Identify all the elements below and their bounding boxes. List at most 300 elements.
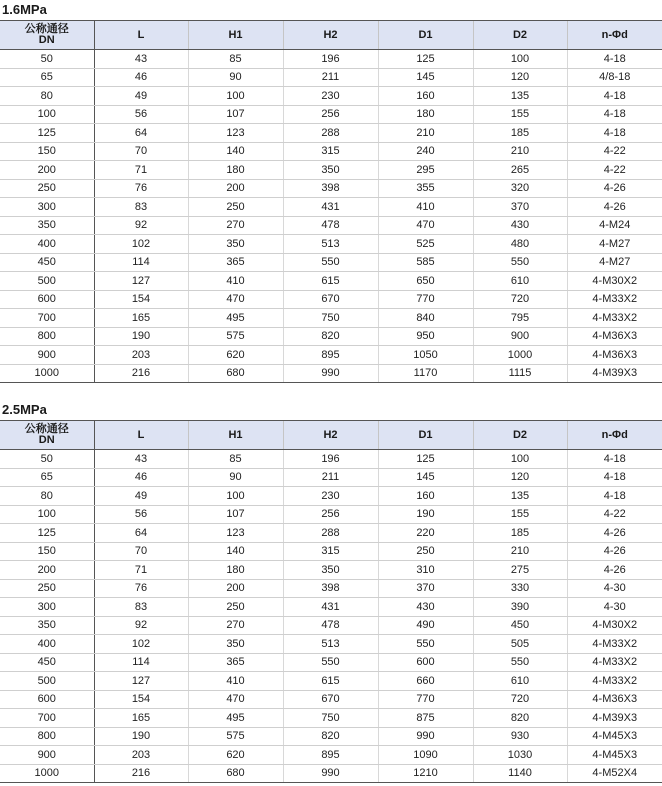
table-cell: 620 [188, 346, 283, 365]
dn-cell: 350 [0, 216, 94, 235]
table-row [0, 50, 662, 69]
table-cell: 410 [188, 272, 283, 291]
table-cell: 895 [283, 746, 378, 765]
table-cell: 478 [283, 616, 378, 635]
table-cell: 4-M33X2 [567, 635, 662, 654]
header-dn-cn: 公称通径 [24, 423, 69, 435]
table-cell: 145 [378, 68, 473, 87]
dn-cell: 700 [0, 309, 94, 328]
dn-cell: 500 [0, 672, 94, 691]
table-cell: 4-26 [567, 561, 662, 580]
table-cell: 83 [94, 598, 188, 617]
table-cell: 390 [473, 598, 567, 617]
table-row [0, 235, 662, 254]
table-cell: 114 [94, 653, 188, 672]
table-cell: 4-M30X2 [567, 616, 662, 635]
table-cell: 330 [473, 579, 567, 598]
table-cell: 107 [188, 505, 283, 524]
table-cell: 990 [378, 727, 473, 746]
table-cell: 585 [378, 253, 473, 272]
table-cell: 196 [283, 50, 378, 69]
table-row [0, 309, 662, 328]
table-cell: 1090 [378, 746, 473, 765]
table-cell: 990 [283, 364, 378, 383]
table-cell: 125 [378, 50, 473, 69]
pressure-section-1-6mpa [0, 0, 662, 383]
header-col: L [94, 21, 188, 50]
dn-cell: 100 [0, 505, 94, 524]
table-row [0, 505, 662, 524]
table-cell: 100 [473, 50, 567, 69]
table-cell: 430 [378, 598, 473, 617]
table-cell: 750 [283, 709, 378, 728]
table-cell: 140 [188, 142, 283, 161]
table-cell: 4-M24 [567, 216, 662, 235]
spec-table [0, 20, 662, 383]
table-cell: 820 [283, 727, 378, 746]
table-cell: 365 [188, 653, 283, 672]
table-cell: 615 [283, 272, 378, 291]
table-cell: 43 [94, 50, 188, 69]
table-cell: 398 [283, 179, 378, 198]
table-cell: 135 [473, 487, 567, 506]
table-cell: 70 [94, 142, 188, 161]
dn-cell: 125 [0, 524, 94, 543]
table-cell: 92 [94, 616, 188, 635]
table-row [0, 272, 662, 291]
table-cell: 155 [473, 505, 567, 524]
table-cell: 680 [188, 364, 283, 383]
dn-cell: 1000 [0, 764, 94, 783]
table-cell: 160 [378, 87, 473, 106]
table-cell: 154 [94, 290, 188, 309]
table-cell: 4-M27 [567, 235, 662, 254]
dn-cell: 200 [0, 561, 94, 580]
dn-cell: 450 [0, 253, 94, 272]
table-cell: 550 [473, 253, 567, 272]
table-cell: 160 [378, 487, 473, 506]
table-cell: 4-M39X3 [567, 709, 662, 728]
table-cell: 4-M36X3 [567, 690, 662, 709]
header-col: D2 [473, 21, 567, 50]
table-row [0, 672, 662, 691]
table-row [0, 450, 662, 469]
dn-cell: 50 [0, 450, 94, 469]
table-header-row [0, 21, 662, 50]
table-cell: 220 [378, 524, 473, 543]
table-row [0, 87, 662, 106]
table-cell: 4-M36X3 [567, 346, 662, 365]
dn-cell: 800 [0, 727, 94, 746]
header-dn-cn: 公称通径 [24, 23, 69, 35]
table-cell: 4-18 [567, 87, 662, 106]
table-row [0, 764, 662, 783]
table-cell: 180 [188, 161, 283, 180]
table-cell: 770 [378, 290, 473, 309]
table-cell: 431 [283, 198, 378, 217]
table-cell: 4-26 [567, 198, 662, 217]
table-row [0, 216, 662, 235]
table-cell: 85 [188, 50, 283, 69]
table-cell: 145 [378, 468, 473, 487]
table-cell: 1140 [473, 764, 567, 783]
table-cell: 210 [473, 142, 567, 161]
table-cell: 90 [188, 468, 283, 487]
table-cell: 250 [188, 198, 283, 217]
table-cell: 46 [94, 468, 188, 487]
table-cell: 4-M52X4 [567, 764, 662, 783]
table-cell: 211 [283, 468, 378, 487]
table-cell: 398 [283, 579, 378, 598]
dn-cell: 250 [0, 179, 94, 198]
table-cell: 230 [283, 87, 378, 106]
dn-cell: 900 [0, 746, 94, 765]
table-cell: 4-26 [567, 524, 662, 543]
table-cell: 365 [188, 253, 283, 272]
table-cell: 350 [283, 561, 378, 580]
table-row [0, 579, 662, 598]
table-cell: 990 [283, 764, 378, 783]
header-dn-en: DN [38, 434, 55, 446]
header-col: H2 [283, 21, 378, 50]
table-cell: 4-22 [567, 142, 662, 161]
table-cell: 295 [378, 161, 473, 180]
table-cell: 203 [94, 346, 188, 365]
table-cell: 200 [188, 579, 283, 598]
section-title: 1.6MPa [2, 2, 47, 17]
table-cell: 770 [378, 690, 473, 709]
table-cell: 256 [283, 105, 378, 124]
table-cell: 71 [94, 161, 188, 180]
table-cell: 4-22 [567, 505, 662, 524]
table-cell: 370 [473, 198, 567, 217]
table-cell: 350 [188, 235, 283, 254]
dn-cell: 400 [0, 635, 94, 654]
table-row [0, 542, 662, 561]
table-cell: 102 [94, 635, 188, 654]
table-row [0, 487, 662, 506]
table-cell: 680 [188, 764, 283, 783]
table-cell: 56 [94, 105, 188, 124]
table-cell: 240 [378, 142, 473, 161]
table-cell: 575 [188, 327, 283, 346]
table-row [0, 161, 662, 180]
table-cell: 56 [94, 505, 188, 524]
table-row [0, 142, 662, 161]
table-cell: 180 [378, 105, 473, 124]
table-cell: 64 [94, 124, 188, 143]
table-cell: 288 [283, 524, 378, 543]
table-cell: 410 [378, 198, 473, 217]
table-row [0, 653, 662, 672]
table-row [0, 598, 662, 617]
table-cell: 107 [188, 105, 283, 124]
table-cell: 480 [473, 235, 567, 254]
table-cell: 315 [283, 142, 378, 161]
dn-cell: 300 [0, 198, 94, 217]
table-cell: 431 [283, 598, 378, 617]
table-cell: 450 [473, 616, 567, 635]
table-cell: 288 [283, 124, 378, 143]
table-cell: 513 [283, 635, 378, 654]
dn-cell: 200 [0, 161, 94, 180]
table-cell: 600 [378, 653, 473, 672]
table-cell: 92 [94, 216, 188, 235]
table-cell: 185 [473, 524, 567, 543]
table-cell: 203 [94, 746, 188, 765]
dn-cell: 350 [0, 616, 94, 635]
table-cell: 180 [188, 561, 283, 580]
header-dn-en: DN [38, 34, 55, 46]
table-cell: 4-M33X2 [567, 653, 662, 672]
table-cell: 90 [188, 68, 283, 87]
table-row [0, 68, 662, 87]
table-row [0, 616, 662, 635]
table-cell: 840 [378, 309, 473, 328]
dn-cell: 150 [0, 142, 94, 161]
table-cell: 216 [94, 764, 188, 783]
table-cell: 120 [473, 468, 567, 487]
dn-cell: 900 [0, 346, 94, 365]
table-cell: 505 [473, 635, 567, 654]
dn-cell: 125 [0, 124, 94, 143]
table-cell: 750 [283, 309, 378, 328]
table-cell: 4-M39X3 [567, 364, 662, 383]
table-cell: 4-30 [567, 598, 662, 617]
header-col: H1 [188, 21, 283, 50]
table-cell: 155 [473, 105, 567, 124]
dn-cell: 100 [0, 105, 94, 124]
table-cell: 4-M30X2 [567, 272, 662, 291]
table-cell: 4-18 [567, 50, 662, 69]
table-cell: 490 [378, 616, 473, 635]
table-cell: 190 [378, 505, 473, 524]
table-cell: 165 [94, 709, 188, 728]
table-cell: 350 [283, 161, 378, 180]
table-cell: 1000 [473, 346, 567, 365]
table-cell: 114 [94, 253, 188, 272]
table-cell: 190 [94, 727, 188, 746]
table-cell: 85 [188, 450, 283, 469]
table-cell: 670 [283, 290, 378, 309]
table-cell: 4-18 [567, 487, 662, 506]
table-cell: 70 [94, 542, 188, 561]
table-cell: 900 [473, 327, 567, 346]
table-cell: 4-M33X2 [567, 672, 662, 691]
table-cell: 49 [94, 487, 188, 506]
dn-cell: 65 [0, 68, 94, 87]
table-cell: 250 [378, 542, 473, 561]
table-cell: 950 [378, 327, 473, 346]
table-cell: 211 [283, 68, 378, 87]
dn-cell: 500 [0, 272, 94, 291]
table-cell: 43 [94, 450, 188, 469]
table-row [0, 290, 662, 309]
table-cell: 525 [378, 235, 473, 254]
section-title: 2.5MPa [2, 402, 47, 417]
table-cell: 4-M33X2 [567, 309, 662, 328]
dn-cell: 250 [0, 579, 94, 598]
table-cell: 350 [188, 635, 283, 654]
table-cell: 210 [473, 542, 567, 561]
table-row [0, 124, 662, 143]
table-cell: 550 [473, 653, 567, 672]
table-cell: 127 [94, 272, 188, 291]
header-col: D2 [473, 421, 567, 450]
dn-cell: 50 [0, 50, 94, 69]
table-cell: 550 [378, 635, 473, 654]
table-cell: 495 [188, 709, 283, 728]
table-cell: 49 [94, 87, 188, 106]
table-row [0, 690, 662, 709]
table-cell: 256 [283, 505, 378, 524]
dn-cell: 1000 [0, 364, 94, 383]
table-cell: 275 [473, 561, 567, 580]
table-row [0, 253, 662, 272]
table-cell: 610 [473, 272, 567, 291]
table-cell: 575 [188, 727, 283, 746]
spec-table [0, 420, 662, 783]
table-header-row [0, 421, 662, 450]
table-cell: 478 [283, 216, 378, 235]
table-cell: 100 [188, 87, 283, 106]
table-cell: 4-M27 [567, 253, 662, 272]
table-cell: 470 [378, 216, 473, 235]
table-row [0, 327, 662, 346]
table-row [0, 709, 662, 728]
dn-cell: 80 [0, 487, 94, 506]
table-cell: 895 [283, 346, 378, 365]
table-cell: 4-30 [567, 579, 662, 598]
table-cell: 265 [473, 161, 567, 180]
table-cell: 1170 [378, 364, 473, 383]
table-cell: 1210 [378, 764, 473, 783]
table-cell: 165 [94, 309, 188, 328]
header-col: D1 [378, 21, 473, 50]
table-cell: 4-M33X2 [567, 290, 662, 309]
dn-cell: 600 [0, 290, 94, 309]
table-cell: 135 [473, 87, 567, 106]
table-cell: 720 [473, 690, 567, 709]
header-col: H1 [188, 421, 283, 450]
table-cell: 4-18 [567, 105, 662, 124]
table-cell: 4-M45X3 [567, 727, 662, 746]
table-row [0, 198, 662, 217]
table-row [0, 727, 662, 746]
header-col: H2 [283, 421, 378, 450]
table-cell: 185 [473, 124, 567, 143]
table-cell: 615 [283, 672, 378, 691]
table-cell: 250 [188, 598, 283, 617]
table-cell: 64 [94, 524, 188, 543]
dn-cell: 400 [0, 235, 94, 254]
dn-cell: 80 [0, 87, 94, 106]
table-cell: 125 [378, 450, 473, 469]
header-col: n-Φd [567, 421, 662, 450]
table-cell: 100 [473, 450, 567, 469]
table-cell: 4-M45X3 [567, 746, 662, 765]
dn-cell: 65 [0, 468, 94, 487]
table-cell: 154 [94, 690, 188, 709]
table-cell: 127 [94, 672, 188, 691]
table-cell: 4-18 [567, 468, 662, 487]
table-cell: 513 [283, 235, 378, 254]
table-cell: 71 [94, 561, 188, 580]
table-cell: 4-18 [567, 124, 662, 143]
table-cell: 4-26 [567, 542, 662, 561]
table-cell: 123 [188, 124, 283, 143]
table-cell: 720 [473, 290, 567, 309]
table-cell: 200 [188, 179, 283, 198]
table-cell: 270 [188, 216, 283, 235]
header-dn [0, 21, 94, 50]
table-cell: 495 [188, 309, 283, 328]
table-cell: 1030 [473, 746, 567, 765]
dn-cell: 800 [0, 327, 94, 346]
table-cell: 4-M36X3 [567, 327, 662, 346]
table-cell: 196 [283, 450, 378, 469]
table-row [0, 524, 662, 543]
dn-cell: 600 [0, 690, 94, 709]
table-row [0, 746, 662, 765]
header-dn [0, 421, 94, 450]
table-cell: 820 [473, 709, 567, 728]
table-cell: 210 [378, 124, 473, 143]
table-cell: 550 [283, 253, 378, 272]
dn-cell: 700 [0, 709, 94, 728]
table-cell: 875 [378, 709, 473, 728]
table-row [0, 561, 662, 580]
table-cell: 620 [188, 746, 283, 765]
table-cell: 315 [283, 542, 378, 561]
table-cell: 100 [188, 487, 283, 506]
table-cell: 670 [283, 690, 378, 709]
table-cell: 123 [188, 524, 283, 543]
table-cell: 610 [473, 672, 567, 691]
table-cell: 140 [188, 542, 283, 561]
table-cell: 930 [473, 727, 567, 746]
table-cell: 650 [378, 272, 473, 291]
header-col: n-Φd [567, 21, 662, 50]
table-cell: 430 [473, 216, 567, 235]
table-row [0, 105, 662, 124]
table-row [0, 179, 662, 198]
table-cell: 1115 [473, 364, 567, 383]
table-cell: 320 [473, 179, 567, 198]
table-row [0, 364, 662, 383]
table-cell: 355 [378, 179, 473, 198]
table-cell: 4-22 [567, 161, 662, 180]
table-cell: 820 [283, 327, 378, 346]
dn-cell: 300 [0, 598, 94, 617]
dn-cell: 450 [0, 653, 94, 672]
table-cell: 270 [188, 616, 283, 635]
table-cell: 46 [94, 68, 188, 87]
table-cell: 470 [188, 290, 283, 309]
table-cell: 4/8-18 [567, 68, 662, 87]
table-cell: 76 [94, 179, 188, 198]
table-cell: 230 [283, 487, 378, 506]
table-cell: 216 [94, 364, 188, 383]
table-cell: 1050 [378, 346, 473, 365]
table-row [0, 346, 662, 365]
table-cell: 370 [378, 579, 473, 598]
header-col: D1 [378, 421, 473, 450]
table-row [0, 635, 662, 654]
table-cell: 660 [378, 672, 473, 691]
table-cell: 83 [94, 198, 188, 217]
table-row [0, 468, 662, 487]
